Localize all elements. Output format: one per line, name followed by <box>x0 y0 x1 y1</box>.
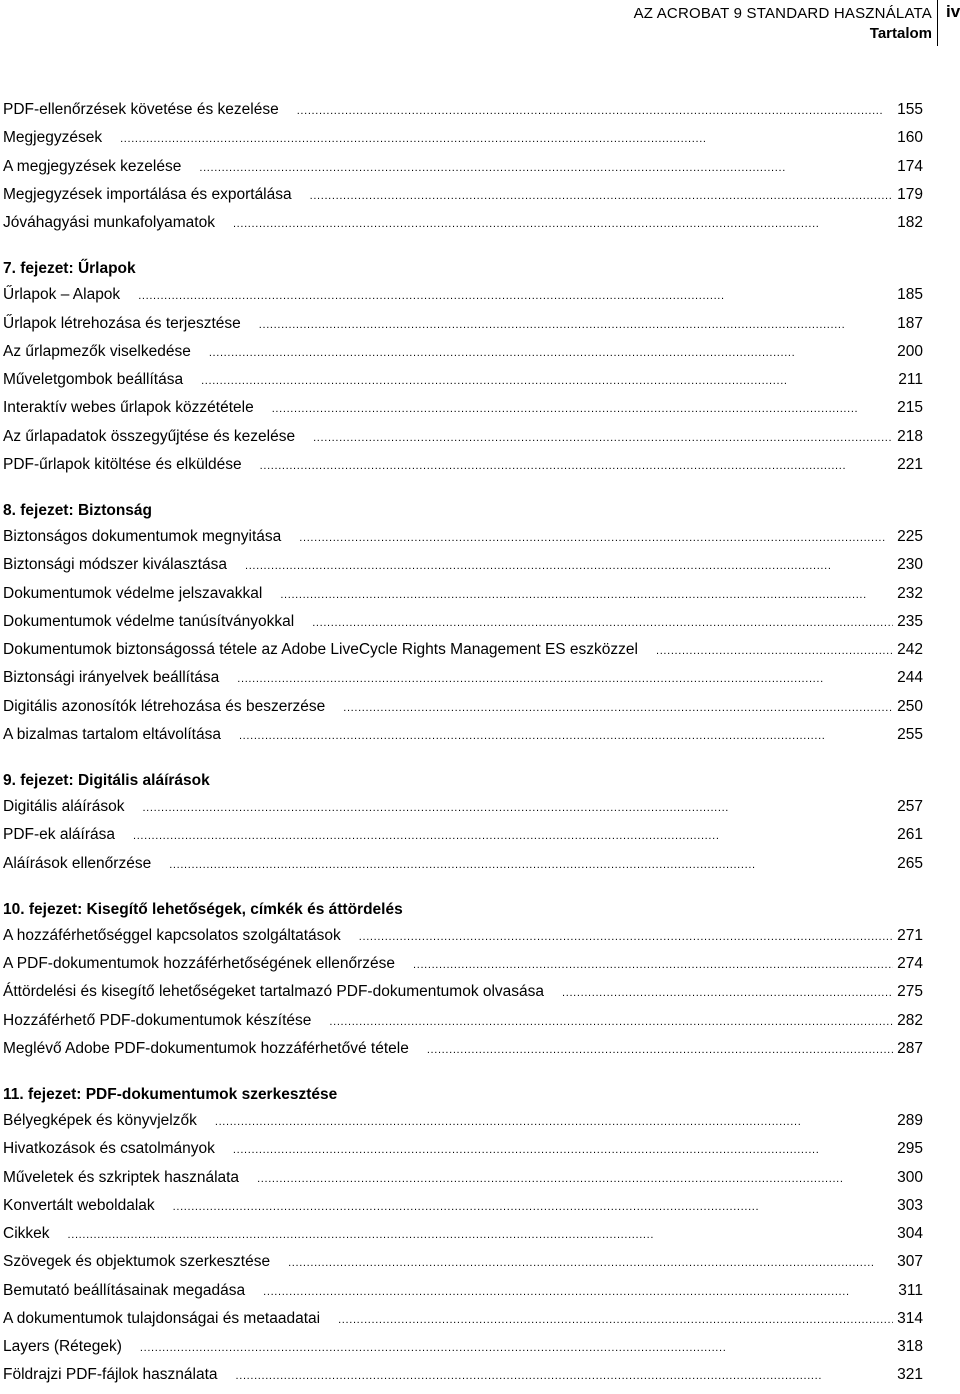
toc-entry-page: 261 <box>897 826 923 844</box>
section-title: Tartalom <box>869 25 932 42</box>
chapter-title: 11. fejezet: PDF-dokumentumok szerkesztése <box>3 1086 338 1103</box>
toc-entry-label: Áttördelési és kisegítő lehetőségeket tartalmazó PDF-dokumentumok olvasása <box>3 983 545 1001</box>
toc-entry[interactable] <box>3 950 923 978</box>
toc-entry-label: Cikkek <box>3 1225 50 1242</box>
toc-entry[interactable] <box>3 523 923 551</box>
toc-entry-label: Konvertált weboldalak <box>3 1196 155 1214</box>
dot-leader <box>68 1221 893 1249</box>
dot-leader <box>133 822 893 850</box>
toc-entry[interactable] <box>3 124 923 152</box>
toc-entry-page: 250 <box>897 697 923 715</box>
toc-entry-page: 303 <box>897 1196 923 1214</box>
toc-entry-label: Digitális aláírások <box>3 798 125 815</box>
toc-entry-page: 187 <box>897 314 923 332</box>
header-divider <box>937 0 938 46</box>
toc-chapter <box>3 1083 923 1390</box>
toc-entry-page: 242 <box>897 641 923 658</box>
toc-entry-page: 160 <box>897 129 923 147</box>
toc-entry-label: Biztonságos dokumentumok megnyitása <box>3 528 282 545</box>
toc-entry[interactable] <box>3 423 923 451</box>
toc-entry-label: Hivatkozások és csatolmányok <box>3 1140 215 1158</box>
toc-entry-page: 221 <box>897 455 923 473</box>
dot-leader <box>120 125 893 153</box>
toc-entry[interactable] <box>3 551 923 579</box>
toc-entry-label: Biztonsági irányelvek beállítása <box>3 669 220 687</box>
dot-leader <box>427 1036 893 1064</box>
toc-entry[interactable] <box>3 1333 923 1361</box>
toc-entry-page: 287 <box>897 1039 923 1057</box>
toc-chapter <box>3 898 923 1063</box>
chapter-title: 8. fejezet: Biztonság <box>3 502 152 519</box>
toc-entry[interactable] <box>3 608 923 636</box>
dot-leader <box>338 1306 893 1334</box>
toc-entry-page: 215 <box>897 399 923 417</box>
dot-leader <box>245 552 893 580</box>
dot-leader <box>312 609 893 637</box>
toc-entry[interactable] <box>3 1361 923 1389</box>
toc-entry[interactable] <box>3 1107 923 1135</box>
book-title: AZ ACROBAT 9 STANDARD HASZNÁLATA <box>633 5 932 22</box>
toc-entry[interactable] <box>3 721 923 749</box>
dot-leader <box>142 794 893 822</box>
toc-entry-page: 318 <box>897 1338 923 1355</box>
toc-entry-label: Megjegyzések importálása és exportálása <box>3 185 292 203</box>
toc-entry-page: 295 <box>897 1140 923 1158</box>
dot-leader <box>280 581 893 609</box>
toc-chapter <box>3 499 923 749</box>
dot-leader <box>263 1278 893 1306</box>
toc-entry-label: Űrlapok létrehozása és terjesztése <box>3 314 241 332</box>
toc-entry[interactable] <box>3 451 923 479</box>
dot-leader <box>656 637 893 665</box>
dot-leader <box>173 1193 893 1221</box>
toc-entry[interactable] <box>3 978 923 1006</box>
toc-entry[interactable] <box>3 96 923 124</box>
toc-entry-page: 155 <box>897 101 923 118</box>
toc-entry-page: 274 <box>897 955 923 972</box>
dot-leader <box>343 694 893 722</box>
toc-entry[interactable] <box>3 209 923 237</box>
chapter-title: 10. fejezet: Kisegítő lehetőségek, címkék és áttördelés <box>3 900 403 918</box>
dot-leader <box>215 1108 893 1136</box>
toc-entry[interactable] <box>3 693 923 721</box>
toc-entry-page: 300 <box>897 1168 923 1186</box>
toc-entry-label: PDF-űrlapok kitöltése és elküldése <box>3 455 242 473</box>
toc-entry-label: Biztonsági módszer kiválasztása <box>3 556 227 574</box>
toc-entry-label: A dokumentumok tulajdonságai és metaadatai <box>3 1309 321 1327</box>
dot-leader <box>272 395 893 423</box>
toc-entry[interactable] <box>3 922 923 950</box>
toc-entry[interactable] <box>3 821 923 849</box>
toc-entry-label: Layers (Rétegek) <box>3 1338 122 1355</box>
toc-chapter <box>3 96 923 237</box>
dot-leader <box>237 665 893 693</box>
toc-entry-label: A bizalmas tartalom eltávolítása <box>3 725 221 743</box>
toc-entry[interactable] <box>3 1192 923 1220</box>
toc-entry-page: 244 <box>897 669 923 687</box>
toc-entry-page: 200 <box>897 342 923 360</box>
dot-leader <box>239 722 893 750</box>
toc-entry[interactable] <box>3 181 923 209</box>
toc-entry[interactable] <box>3 850 923 878</box>
toc-entry-page: 289 <box>897 1112 923 1129</box>
toc-entry[interactable] <box>3 793 923 821</box>
dot-leader <box>299 524 893 552</box>
toc-entry-label: Dokumentumok védelme jelszavakkal <box>3 584 263 602</box>
toc-entry[interactable] <box>3 664 923 692</box>
toc-entry[interactable] <box>3 1277 923 1305</box>
toc-entry[interactable] <box>3 580 923 608</box>
toc-entry-page: 314 <box>897 1309 923 1327</box>
toc-entry-label: Interaktív webes űrlapok közzététele <box>3 399 254 417</box>
toc-entry[interactable] <box>3 1007 923 1035</box>
toc-entry[interactable] <box>3 1035 923 1063</box>
toc-entry[interactable] <box>3 1248 923 1276</box>
toc-entry-page: 185 <box>897 286 923 304</box>
toc-entry[interactable] <box>3 281 923 309</box>
toc-entry-page: 179 <box>897 185 923 203</box>
toc-entry-label: A PDF-dokumentumok hozzáférhetőségének ellenőrzése <box>3 955 396 972</box>
toc-entry-label: Digitális azonosítók létrehozása és beszerzése <box>3 697 326 715</box>
dot-leader <box>413 951 893 979</box>
chapter-title: 9. fejezet: Digitális aláírások <box>3 772 210 789</box>
dot-leader <box>236 1362 893 1390</box>
toc-entry-label: Földrajzi PDF-fájlok használata <box>3 1366 218 1384</box>
toc-entry-label: Bemutató beállításainak megadása <box>3 1281 246 1299</box>
toc-entry[interactable] <box>3 338 923 366</box>
toc-entry-label: PDF-ellenőrzések követése és kezelése <box>3 101 279 118</box>
toc-entry-label: Hozzáférhető PDF-dokumentumok készítése <box>3 1011 312 1029</box>
toc-entry-page: 211 <box>898 371 923 388</box>
toc-entry[interactable] <box>3 366 923 394</box>
page-header <box>0 0 960 48</box>
toc-entry-label: A megjegyzések kezelése <box>3 157 182 175</box>
toc-entry[interactable] <box>3 1135 923 1163</box>
toc-entry-page: 304 <box>897 1225 923 1242</box>
toc-entry-page: 182 <box>897 214 923 231</box>
toc-entry-label: Az űrlapmezők viselkedése <box>3 342 191 360</box>
toc-entry-label: Műveletgombok beállítása <box>3 371 184 388</box>
toc-entry-page: 235 <box>897 612 923 630</box>
dot-leader <box>313 424 893 452</box>
dot-leader <box>359 923 893 951</box>
running-head <box>634 4 932 44</box>
toc-chapter <box>3 257 923 479</box>
toc-entry[interactable] <box>3 1164 923 1192</box>
toc-entry-page: 232 <box>897 584 923 602</box>
dot-leader <box>260 452 893 480</box>
toc-entry-page: 282 <box>897 1011 923 1029</box>
dot-leader <box>259 311 893 339</box>
toc-entry[interactable] <box>3 1220 923 1248</box>
dot-leader <box>140 1334 893 1362</box>
toc-entry-page: 255 <box>897 725 923 743</box>
dot-leader <box>233 210 893 238</box>
toc-entry-page: 311 <box>898 1281 923 1299</box>
toc-chapter <box>3 769 923 878</box>
dot-leader <box>310 182 893 210</box>
toc-entry-label: PDF-ek aláírása <box>3 826 115 844</box>
dot-leader <box>257 1165 893 1193</box>
toc-entry-page: 230 <box>897 556 923 574</box>
toc-entry[interactable] <box>3 394 923 422</box>
table-of-contents <box>3 96 923 1390</box>
dot-leader <box>201 367 893 395</box>
toc-entry-label: Meglévő Adobe PDF-dokumentumok hozzáférhetővé tétele <box>3 1039 409 1057</box>
toc-entry[interactable] <box>3 636 923 664</box>
dot-leader <box>562 979 893 1007</box>
dot-leader <box>199 154 893 182</box>
toc-entry-page: 257 <box>897 798 923 815</box>
dot-leader <box>209 339 893 367</box>
toc-entry-label: Szövegek és objektumok szerkesztése <box>3 1253 271 1271</box>
toc-entry-label: Megjegyzések <box>3 129 103 147</box>
toc-entry-page: 321 <box>897 1366 923 1384</box>
toc-entry[interactable] <box>3 153 923 181</box>
page-number: iv <box>946 2 960 21</box>
dot-leader <box>233 1136 893 1164</box>
toc-entry-page: 225 <box>897 528 923 545</box>
toc-entry-page: 218 <box>897 427 923 445</box>
toc-entry-page: 174 <box>897 157 923 175</box>
toc-entry-page: 271 <box>897 926 923 944</box>
toc-entry-page: 265 <box>897 854 923 872</box>
dot-leader <box>169 851 893 879</box>
toc-entry-label: Űrlapok – Alapok <box>3 286 121 304</box>
toc-entry-page: 307 <box>897 1253 923 1271</box>
dot-leader <box>138 282 893 310</box>
dot-leader <box>329 1008 893 1036</box>
toc-entry[interactable] <box>3 1305 923 1333</box>
chapter-title: 7. fejezet: Űrlapok <box>3 260 136 278</box>
dot-leader <box>288 1249 893 1277</box>
toc-entry-label: Műveletek és szkriptek használata <box>3 1168 240 1186</box>
toc-entry-label: A hozzáférhetőséggel kapcsolatos szolgáltatások <box>3 926 341 944</box>
toc-entry-label: Aláírások ellenőrzése <box>3 854 152 872</box>
toc-entry[interactable] <box>3 310 923 338</box>
toc-entry-label: Jóváhagyási munkafolyamatok <box>3 214 215 231</box>
toc-entry-label: Az űrlapadatok összegyűjtése és kezelése <box>3 427 296 445</box>
toc-entry-label: Dokumentumok védelme tanúsítványokkal <box>3 612 295 630</box>
toc-entry-label: Dokumentumok biztonságossá tétele az Adobe LiveCycle Rights Management ES eszközzel <box>3 641 638 658</box>
toc-entry-page: 275 <box>897 983 923 1001</box>
dot-leader <box>297 97 893 125</box>
toc-entry-label: Bélyegképek és könyvjelzők <box>3 1112 197 1129</box>
